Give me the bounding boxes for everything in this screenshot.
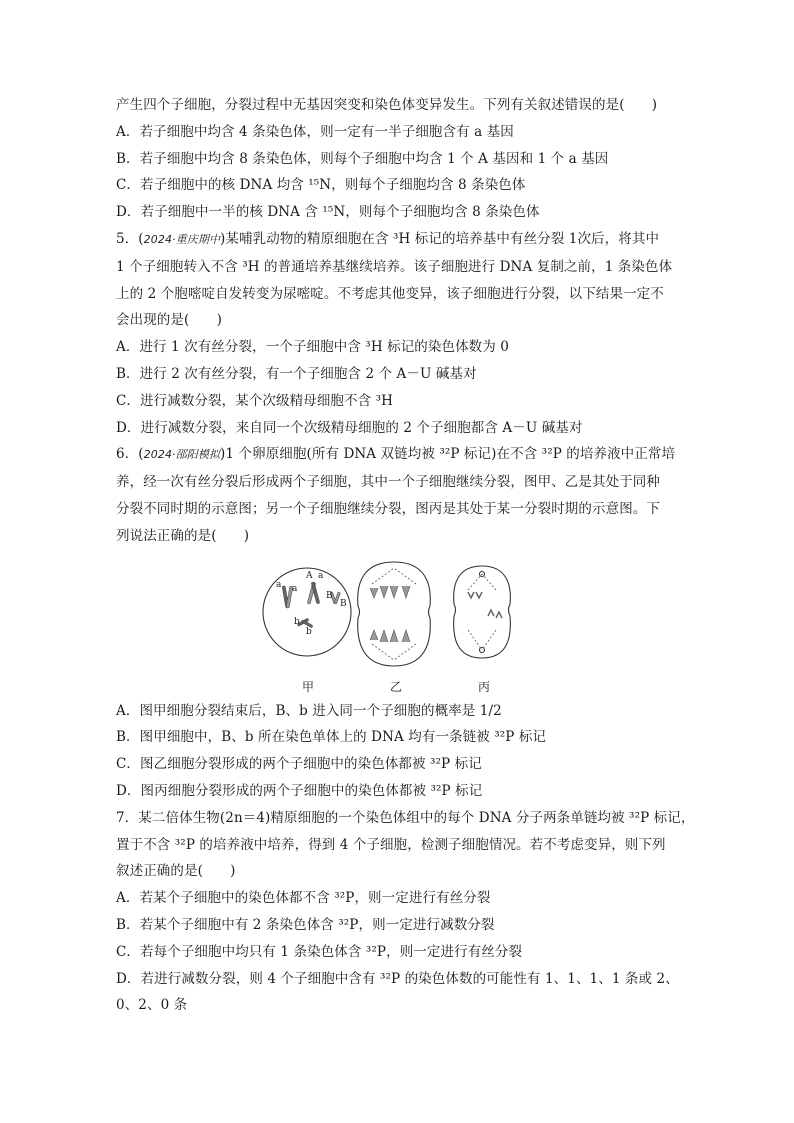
cell-yi: [358, 562, 431, 666]
q4-option-b: B．若子细胞中均含 8 条染色体，则每个子细胞中均含 1 个 A 基因和 1 个 a 基因: [116, 150, 609, 167]
q5-option-a: A．进行 1 次有丝分裂，一个子细胞中含 ³H 标记的染色体数为 0: [116, 339, 509, 356]
cell-bing: [454, 566, 511, 658]
q7-option-d-tail: 0、2、0 条: [116, 997, 188, 1014]
q6-option-b: B．图甲细胞中，B、b 所在染色单体上的 DNA 均有一条链被 ³²P 标记: [116, 729, 547, 746]
gene-label: B: [326, 590, 333, 601]
q6-option-c: C．图乙细胞分裂形成的两个子细胞中的染色体都被 ³²P 标记: [116, 756, 482, 773]
q5-option-d: D．进行减数分裂，来自同一个次级精母细胞的 2 个子细胞都含 A－U 碱基对: [116, 419, 583, 436]
q6-option-a: A．图甲细胞分裂结束后，B、b 进入同一个子细胞的概率是 1/2: [116, 702, 502, 719]
q5-stem-line4: 会出现的是( ): [116, 312, 222, 329]
q6-stem-line3: 分裂不同时期的示意图；另一个子细胞继续分裂，图丙是其处于某一分裂时期的示意图。下: [116, 500, 660, 517]
caption-yi: 乙: [390, 679, 403, 694]
q7-option-c: C．若每个子细胞中均只有 1 条染色体含 ³²P，则一定进行有丝分裂: [116, 943, 523, 960]
figure-captions: [116, 676, 682, 698]
gene-label: a: [292, 583, 298, 594]
q5-option-b: B．进行 2 次有丝分裂，有一个子细胞含 2 个 A－U 碱基对: [116, 365, 477, 382]
gene-label: b: [306, 626, 312, 637]
q7-option-b: B．若某个子细胞中有 2 条染色体含 ³²P，则一定进行减数分裂: [116, 916, 495, 933]
q6-stem-line1: 6．(2024·邵阳模拟)1 个卵原细胞(所有 DNA 双链均被 ³²P 标记)在不含 ³²P 的培养液中正常培: [116, 446, 676, 463]
q7-option-a: A．若某个子细胞中的染色体都不含 ³²P，则一定进行有丝分裂: [116, 890, 491, 907]
q4-option-d: D．若子细胞中一半的核 DNA 含 ¹⁵N，则每个子细胞均含 8 条染色体: [116, 204, 540, 221]
q4-option-c: C．若子细胞中的核 DNA 均含 ¹⁵N，则每个子细胞均含 8 条染色体: [116, 177, 526, 194]
q7-stem-line3: 叙述正确的是( ): [116, 863, 236, 880]
q6-stem-line2: 养，经一次有丝分裂后形成两个子细胞，其中一个子细胞继续分裂，图甲、乙是其处于同种: [116, 474, 660, 491]
gene-label: a: [276, 579, 282, 590]
q6-source-tag: 2024·邵阳模拟: [143, 448, 221, 462]
q7-option-d: D．若进行减数分裂，则 4 个子细胞中含有 ³²P 的染色体数的可能性有 1、1、1、1 条或 2、: [116, 970, 679, 987]
q7-stem-line1: 7．某二倍体生物(2n＝4)精原细胞的一个染色体组中的每个 DNA 分子两条单链均被 ³²P 标记，: [116, 809, 695, 826]
gene-label: a: [318, 570, 324, 581]
gene-label: B: [340, 598, 347, 609]
caption-jia: 甲: [302, 679, 315, 694]
q5-option-c: C．进行减数分裂，某个次级精母细胞不含 ³H: [116, 392, 394, 409]
q7-stem-line2: 置于不含 ³²P 的培养液中培养，得到 4 个子细胞，检测子细胞情况。若不考虑变异，则下列: [116, 836, 666, 853]
gene-label: b: [294, 616, 300, 627]
q4-stem: 产生四个子细胞，分裂过程中无基因突变和染色体变异发生。下列有关叙述错误的是( ): [116, 97, 658, 113]
cell-diagram-svg: [262, 554, 522, 676]
cell-division-figure: [116, 554, 682, 676]
q6-option-d: D．图丙细胞分裂形成的两个子细胞中的染色体都被 ³²P 标记: [116, 782, 483, 799]
caption-bing: 丙: [478, 679, 491, 694]
q5-source-tag: 2024·重庆期中: [143, 232, 221, 246]
q4-option-a: A．若子细胞中均含 4 条染色体，则一定有一半子细胞含有 a 基因: [116, 123, 514, 140]
q5-stem-line2: 1 个子细胞转入不含 ³H 的普通培养基继续培养。该子细胞进行 DNA 复制之前，1 条染色体: [116, 258, 673, 275]
gene-label: A: [306, 570, 313, 581]
cell-jia: [263, 568, 351, 656]
q5-stem-line3: 上的 2 个胞嘧啶自发转变为尿嘧啶。不考虑其他变异，该子细胞进行分裂，以下结果一定不: [116, 285, 664, 302]
q5-stem-line1: 5．(2024·重庆期中)某哺乳动物的精原细胞在含 ³H 标记的培养基中有丝分裂 1次后，将其中: [116, 230, 660, 247]
q6-stem-line4: 列说法正确的是( ): [116, 527, 250, 544]
question-page: [116, 92, 695, 1019]
